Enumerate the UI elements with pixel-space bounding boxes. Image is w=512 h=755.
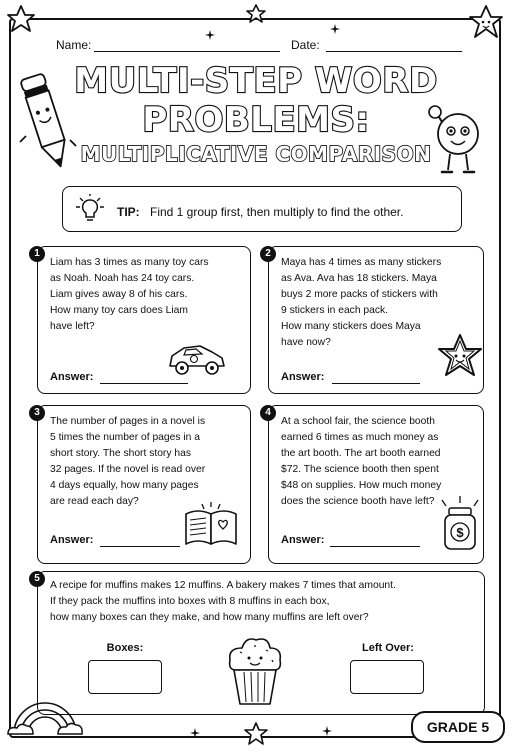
- sparkle-icon: [330, 24, 340, 34]
- rainbow-icon: [6, 690, 84, 740]
- star-sticker-icon: [436, 332, 484, 380]
- boxes-answer-box[interactable]: [88, 660, 162, 694]
- leftover-label: Left Over:: [362, 642, 414, 654]
- open-book-icon: [180, 500, 244, 550]
- answer-label: Answer:: [281, 371, 325, 383]
- tip-text: Find 1 group first, then multiply to find the other.: [150, 205, 404, 219]
- answer-field[interactable]: [100, 545, 180, 547]
- problem-number-badge: 2: [260, 246, 276, 262]
- star-icon: [6, 4, 36, 34]
- sparkle-icon: [190, 728, 200, 738]
- grade-badge: GRADE 5: [411, 711, 505, 743]
- dollar-sign: $: [456, 525, 464, 540]
- lightbulb-icon: [72, 194, 108, 224]
- title-line-2: PROBLEMS:: [142, 100, 370, 140]
- subtitle: MULTIPLICATIVE COMPARISON: [80, 142, 432, 166]
- name-label: Name:: [56, 38, 92, 52]
- pencil-mascot-icon: [18, 66, 78, 176]
- answer-label: Answer:: [50, 371, 94, 383]
- problem-text: Maya has 4 times as many stickers as Ava. Ava has 18 stickers. Maya buys 2 more packs of stickers with 9 stickers in each pack. How many stickers does Maya have now?: [281, 257, 442, 348]
- problem-number-badge: 5: [29, 571, 45, 587]
- answer-field[interactable]: [332, 382, 420, 384]
- smiling-star-icon: [468, 4, 504, 40]
- date-field[interactable]: [326, 50, 462, 52]
- problem-number-badge: 1: [29, 246, 45, 262]
- answer-field[interactable]: [330, 545, 420, 547]
- star-icon: [246, 4, 266, 24]
- date-label: Date:: [291, 38, 320, 52]
- star-icon: [244, 722, 268, 746]
- race-car-icon: [166, 338, 228, 380]
- title-line-1: MULTI-STEP WORD: [74, 61, 438, 101]
- boxes-label: Boxes:: [106, 642, 144, 654]
- leftover-answer-box[interactable]: [350, 660, 424, 694]
- sparkle-icon: [322, 726, 332, 736]
- magnifier-mascot-icon: [428, 100, 500, 180]
- answer-field[interactable]: [100, 382, 188, 384]
- tip-label: TIP:: [117, 205, 140, 219]
- answer-label: Answer:: [281, 534, 325, 546]
- problem-text: Liam has 3 times as many toy cars as Noah. Noah has 24 toy cars. Liam gives away 8 of his cars. How many toy cars does Liam have left?: [50, 257, 209, 332]
- problem-text: At a school fair, the science booth earned 6 times as much money as the art booth. The art booth earned $72. The science booth then spent $48 on supplies. How much money does the science booth have left?: [281, 416, 442, 507]
- money-jar-icon: [438, 494, 482, 554]
- problem-text: A recipe for muffins makes 12 muffins. A bakery makes 7 times that amount. If they pack the muffins into boxes with 8 muffins in each box, how many boxes can they make, and how many muffins are left over?: [50, 580, 396, 623]
- sparkle-icon: [205, 30, 215, 40]
- muffin-icon: [220, 630, 290, 710]
- problem-text: The number of pages in a novel is 5 times the number of pages in a short story. The short story has 32 pages. If the novel is read over 4 days equally, how many pages are read each day?: [50, 416, 206, 507]
- problem-number-badge: 4: [260, 405, 276, 421]
- name-field[interactable]: [94, 50, 280, 52]
- answer-label: Answer:: [50, 534, 94, 546]
- problem-number-badge: 3: [29, 405, 45, 421]
